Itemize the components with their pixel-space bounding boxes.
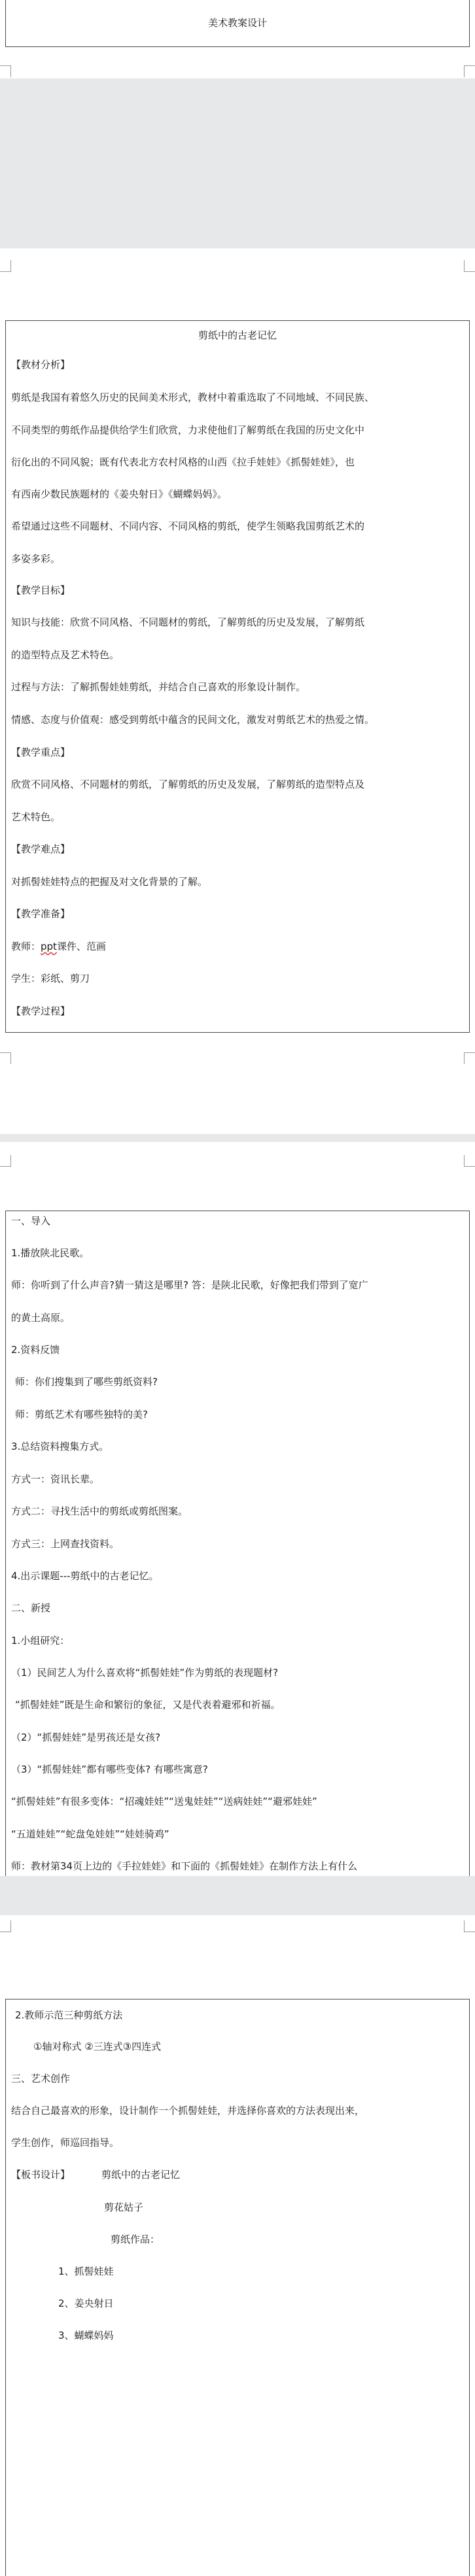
paragraph-line: 情感、态度与价值观：感受到剪纸中蕴含的民间文化，激发对剪纸艺术的热爱之情。: [11, 714, 375, 726]
paragraph-line: 方式三：上网查找资料。: [11, 1538, 120, 1550]
paragraph-line: 知识与技能：欣赏不同风格、不同题材的剪纸，了解剪纸的历史及发展，了解剪纸: [11, 616, 365, 628]
paragraph-line: 方式二：寻找生活中的剪纸或剪纸图案。: [11, 1505, 188, 1517]
board-title: 剪纸中的古老记忆: [101, 2169, 181, 2181]
paragraph-line: “抓髻娃娃”有很多变体：“招魂娃娃”“送鬼娃娃”“送病娃娃”“避邪娃娃”: [11, 1796, 317, 1807]
paragraph-line: 4.出示课题---剪纸中的古老记忆。: [11, 1570, 159, 1582]
margin-mark: [0, 65, 11, 77]
paragraph-line: 衍化出的不同风貌；既有代表北方农村风格的山西《拉手娃娃》《抓髻娃娃》，也: [11, 456, 355, 468]
page-2: [0, 248, 475, 1134]
section-heading: 三、艺术创作: [11, 2073, 71, 2084]
margin-mark: [0, 1155, 11, 1167]
page-4-frame: [5, 1999, 470, 2576]
section-heading: 【教学过程】: [11, 1005, 71, 1017]
page-2-frame: [5, 320, 470, 1033]
paragraph-line: 1.小组研究：: [11, 1635, 70, 1647]
board-work-item: 2、姜央射日: [58, 2298, 114, 2309]
paragraph-line: 过程与方法：了解抓髻娃娃剪纸，并结合自己喜欢的形象设计制作。: [11, 681, 306, 693]
page-1-frame: [5, 0, 470, 47]
margin-mark: [0, 1920, 11, 1932]
section-heading: 一、导入: [11, 1215, 51, 1227]
paragraph-line: 希望通过这些不同题材、不同内容、不同风格的剪纸，使学生领略我国剪纸艺术的: [11, 520, 365, 532]
paragraph-line: 师：你听到了什么声音?猜一猜这是哪里? 答：是陕北民歌，好像把我们带到了宽广: [11, 1279, 368, 1291]
paragraph-line: 学生创作，师巡回指导。: [11, 2137, 120, 2149]
ppt-spellcheck-word: ppt: [41, 941, 57, 952]
paragraph-line: 剪纸是我国有着悠久历史的民间美术形式，教材中着重选取了不同地域、不同民族、: [11, 392, 375, 403]
teacher-prep-line: [6, 940, 469, 953]
paragraph-line: 不同类型的剪纸作品提供给学生们欣赏，力求使他们了解剪纸在我国的历史文化中: [11, 424, 365, 436]
paragraph-line: 3.总结资料搜集方式。: [11, 1441, 109, 1452]
paragraph-line: 对抓髻娃娃特点的把握及对文化背景的了解。: [11, 876, 208, 888]
section-heading: 【教学难点】: [11, 843, 71, 855]
paragraph-line: 2.资料反馈: [11, 1344, 60, 1356]
page-1: [0, 0, 475, 78]
margin-mark: [464, 1052, 475, 1064]
page-gap: [0, 1876, 475, 1915]
section-heading: 【教材分析】: [11, 359, 71, 371]
board-work-item: 3、蝴蝶妈妈: [58, 2330, 114, 2341]
section-heading: 【教学准备】: [11, 908, 71, 920]
board-subtitle: 剪花姑子: [104, 2201, 144, 2213]
paragraph-line: “五道娃娃”“蛇盘兔娃娃”“娃娃骑鸡”: [11, 1828, 169, 1840]
paragraph-line: （3）“抓髻娃娃”都有哪些变体? 有哪些寓意?: [11, 1764, 208, 1775]
paragraph-line: ①轴对称式 ②三连式③四连式: [33, 2041, 162, 2052]
page-gap: [0, 78, 475, 248]
paragraph-line: 学生：彩纸、剪刀: [11, 973, 90, 984]
teacher-materials: 课件、范画: [56, 941, 106, 952]
paragraph-line: 方式一：资讯长辈。: [11, 1473, 100, 1485]
margin-mark: [464, 260, 475, 272]
paragraph-line: 师：教材第34页上边的《手拉娃娃》和下面的《抓髻娃娃》在制作方法上有什么: [11, 1860, 358, 1872]
paragraph-line: 欣赏不同风格、不同题材的剪纸，了解剪纸的历史及发展，了解剪纸的造型特点及: [11, 778, 365, 790]
margin-mark: [464, 1920, 475, 1932]
section-heading: 【教学重点】: [11, 746, 71, 758]
page-4: [0, 1915, 475, 2576]
paragraph-line: （2）“抓髻娃娃”是男孩还是女孩?: [11, 1731, 161, 1743]
paragraph-line: “抓髻娃娃”既是生命和繁衍的象征，又是代表着避邪和祈福。: [15, 1699, 281, 1711]
paragraph-line: 2.教师示范三种剪纸方法: [15, 2009, 123, 2021]
margin-mark: [464, 1155, 475, 1167]
document-title: 美术教案设计: [207, 17, 267, 29]
paragraph-line: 的造型特点及艺术特色。: [11, 649, 120, 661]
page-3-frame: [5, 1211, 470, 1876]
section-heading: 二、新授: [11, 1602, 51, 1614]
teacher-prefix: 教师：: [11, 941, 41, 952]
lesson-title: 剪纸中的古老记忆: [198, 329, 277, 341]
margin-mark: [0, 1052, 11, 1064]
page-3: [0, 1142, 475, 1876]
margin-mark: [0, 260, 11, 272]
paragraph-line: 有西南少数民族题材的《姜央射日》《蝴蝶妈妈》。: [11, 488, 228, 500]
paragraph-line: 多姿多彩。: [11, 553, 61, 565]
paragraph-line: （1）民间艺人为什么喜欢将“抓髻娃娃”作为剪纸的表现题材?: [11, 1667, 279, 1679]
margin-mark: [464, 65, 475, 77]
paragraph-line: 师：剪纸艺术有哪些独特的美?: [15, 1409, 148, 1420]
board-label: 【板书设计】: [11, 2169, 71, 2181]
section-heading: 【教学目标】: [11, 584, 71, 596]
paragraph-line: 艺术特色。: [11, 811, 61, 823]
board-design-line: [6, 2168, 469, 2181]
paragraph-line: 的黄土高原。: [11, 1312, 71, 1324]
board-works-label: 剪纸作品：: [111, 2233, 160, 2245]
paragraph-line: 1.播放陕北民歌。: [11, 1247, 90, 1259]
board-work-item: 1、抓髻娃娃: [58, 2266, 114, 2277]
paragraph-line: 结合自己最喜欢的形象，设计制作一个抓髻娃娃，并选择你喜欢的方法表现出来，: [11, 2105, 365, 2116]
page-gap: [0, 1134, 475, 1142]
paragraph-line: 师：你们搜集到了哪些剪纸资料?: [15, 1376, 158, 1388]
